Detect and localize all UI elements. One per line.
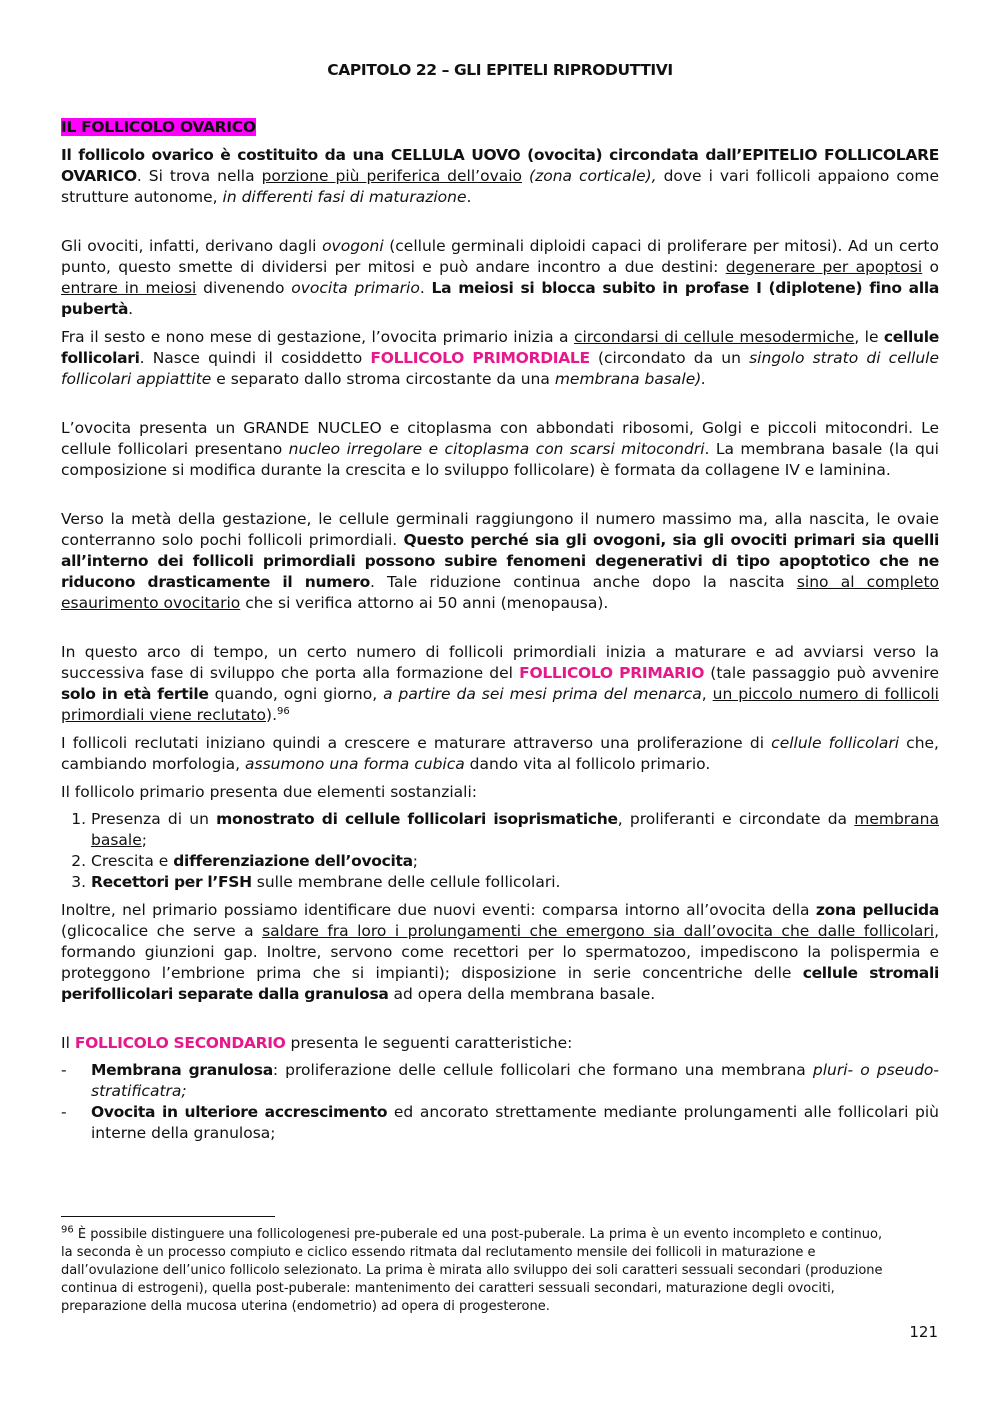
italic-text: cellule follicolari — [771, 734, 900, 752]
text: divenendo — [196, 279, 292, 297]
paragraph-1 — [61, 145, 939, 208]
footnote-reference[interactable]: 96 — [277, 705, 290, 717]
text: e separato dallo stroma circostante da una — [211, 370, 555, 388]
underlined-text: membrana basale — [91, 810, 939, 849]
bold-text: zona pellucida — [815, 901, 940, 919]
text: . La membrana basale (la qui composizione si modifica durante la crescita e lo sviluppo follicolare) è formata da collagene IV e laminina. — [61, 440, 939, 479]
text: che si verifica attorno ai 50 anni (menopausa). — [240, 594, 609, 612]
dash-list — [61, 1060, 939, 1144]
text: ed ancorato strettamente mediante prolungamenti alle follicolari più interne della granulosa; — [91, 1103, 939, 1142]
text: ). — [266, 706, 278, 724]
text: : proliferazione delle cellule follicolari che formano una membrana — [272, 1061, 813, 1079]
text: Gli ovociti, infatti, derivano dagli — [61, 237, 323, 255]
italic-text: in differenti fasi di maturazione — [222, 188, 467, 206]
footnote-text: È possibile distinguere una follicologenesi pre-puberale ed una post-puberale. La prima è un evento incompleto e continuo, la seconda è un processo compiuto e ciclico essendo ritmata dal reclutamento mensile dei follicoli in maturazione e dall’ovulazione dell’unico follicolo selezionato. La prima è mirata allo sviluppo dei soli caratteri sessuali secondari (produzione continua di estrogeni), quella post-puberale: mantenimento dei caratteri sessuali secondari, maturazione degli ovociti, preparazione della mucosa uterina (endometrio) ad opera di progesterone. — [61, 1227, 883, 1314]
footnote-separator — [61, 1216, 275, 1217]
bold-text: cellule stromali perifollicolari separate dalla granulosa — [61, 964, 939, 1003]
text: quando, ogni giorno, — [208, 685, 384, 703]
paragraph-4 — [61, 418, 939, 481]
text: Crescita e — [91, 852, 174, 870]
bold-text: Questo perché sia gli ovogoni, sia gli ovociti primari sia quelli all’interno dei follicoli primordiali possono subire fenomeni degenerativi di tipo apoptotico che ne riducono drasticamente il numero — [61, 531, 939, 591]
bold-text: La meiosi si blocca subito in profase I (diplotene) fino alla pubertà — [61, 279, 940, 318]
text: I follicoli reclutati iniziano quindi a crescere e maturare attraverso una proliferazione di — [61, 734, 772, 752]
underlined-text: un piccolo numero di follicoli primordiali viene reclutato — [61, 685, 939, 724]
text: sulle membrane delle cellule follicolari. — [251, 873, 561, 891]
underlined-text: degenerare per apoptosi — [725, 258, 923, 276]
text: Verso la metà della gestazione, le cellule germinali raggiungono il numero massimo ma, alla nascita, le ovaie conterranno solo pochi follicoli primordiali. — [61, 510, 939, 549]
text: ; — [141, 831, 147, 849]
text: . — [466, 188, 472, 206]
text: Fra il sesto e nono mese di gestazione, l’ovocita primario inizia a — [61, 328, 574, 346]
pink-term: FOLLICOLO PRIMARIO — [519, 664, 705, 682]
italic-text: membrana basale). — [554, 370, 707, 388]
footnote-marker: 96 — [61, 1224, 74, 1236]
underlined-text: saldare fra loro i prolungamenti che emergono sia dall’ovocita che dalle follicolari — [262, 922, 935, 940]
italic-text: pluri- o pseudo-stratificatra; — [91, 1061, 939, 1100]
section-heading-highlight: IL FOLLICOLO OVARICO — [61, 118, 256, 136]
list-item — [91, 872, 939, 893]
paragraph-3 — [61, 327, 939, 390]
paragraph-7 — [61, 733, 939, 775]
underlined-text: sino al completo esaurimento ovocitario — [61, 573, 939, 612]
bold-text: differenziazione dell’ovocita — [173, 852, 413, 870]
text: , le — [854, 328, 884, 346]
underlined-text: entrare in meiosi — [61, 279, 197, 297]
text: ; — [412, 852, 419, 870]
footnote — [61, 1226, 891, 1316]
italic-text: (zona corticale), — [529, 167, 657, 185]
bold-text: Recettori per l’FSH — [91, 873, 252, 891]
bold-text: monostrato di cellule follicolari isoprismatiche — [216, 810, 618, 828]
text: (glicocalice che serve a — [61, 922, 263, 940]
italic-text: singolo strato di cellule follicolari appiattite — [61, 349, 940, 388]
text — [522, 167, 529, 185]
chapter-title: CAPITOLO 22 – GLI EPITELI RIPRODUTTIVI — [327, 61, 673, 79]
pink-term: FOLLICOLO SECONDARIO — [74, 1034, 286, 1052]
text: (tale passaggio può avvenire — [704, 664, 939, 682]
italic-text: ovocita primario — [291, 279, 420, 297]
text: , formando giunzioni gap. Inoltre, servono come recettori per lo spermatozoo, impediscono la polispermia e proteggono l’embrione prima che si impianti); disposizione in serie concentriche delle — [61, 922, 939, 982]
text: dando vita al follicolo primario. — [464, 755, 711, 773]
bold-text: Ovocita in ulteriore accrescimento — [91, 1103, 388, 1121]
text: . — [128, 300, 134, 318]
underlined-text: circondarsi di cellule mesodermiche — [573, 328, 855, 346]
text: , — [701, 685, 713, 703]
text: Presenza di un — [91, 810, 217, 828]
paragraph-2 — [61, 236, 939, 320]
text: Il — [61, 1034, 75, 1052]
underlined-text: porzione più periferica dell’ovaio — [261, 167, 523, 185]
list-item — [91, 1060, 939, 1102]
page-number: 121 — [909, 1323, 938, 1341]
text: L’ovocita presenta un GRANDE NUCLEO e citoplasma con abbondati ribosomi, Golgi e piccoli mitocondri. Le cellule follicolari presentano — [61, 419, 939, 458]
bold-text: Il follicolo ovarico è costituito da una CELLULA UOVO (ovocita) circondata dall’EPITELIO FOLLICOLARE OVARICO — [61, 146, 939, 185]
italic-text: a partire da sei mesi prima del menarca — [383, 685, 702, 703]
italic-text: ovogoni — [322, 237, 384, 255]
text: . Tale riduzione continua anche dopo la nascita — [369, 573, 797, 591]
paragraph-9 — [61, 900, 939, 1005]
bold-text: solo in età fertile — [61, 685, 209, 703]
text: ad opera della membrana basale. — [388, 985, 656, 1003]
text: dove i vari follicoli appaiono come strutture autonome, — [61, 167, 940, 206]
list-item — [91, 851, 939, 872]
text: . Si trova nella — [136, 167, 262, 185]
text: . Nasce quindi il cosiddetto — [139, 349, 371, 367]
list-item — [91, 809, 939, 851]
bold-text: Membrana granulosa — [91, 1061, 273, 1079]
text: (circondato da un — [589, 349, 750, 367]
italic-text: assumono una forma cubica — [245, 755, 465, 773]
section-heading — [61, 117, 939, 138]
paragraph-6 — [61, 642, 939, 726]
text: che, cambiando morfologia, — [61, 734, 939, 773]
bold-text: cellule follicolari — [61, 328, 940, 367]
document-page — [61, 60, 939, 1144]
text: o — [922, 258, 939, 276]
paragraph-5 — [61, 509, 939, 614]
paragraph-10 — [61, 1033, 939, 1054]
text: Inoltre, nel primario possiamo identificare due nuovi eventi: comparsa intorno all’ovocita della — [61, 901, 816, 919]
list-item — [91, 1102, 939, 1144]
text: , proliferanti e circondate da — [617, 810, 855, 828]
pink-term: FOLLICOLO PRIMORDIALE — [370, 349, 590, 367]
italic-text: nucleo irregolare e citoplasma con scarsi mitocondri — [288, 440, 705, 458]
numbered-list — [61, 809, 939, 893]
text: In questo arco di tempo, un certo numero di follicoli primordiali inizia a maturare e ad avviarsi verso la successiva fase di sviluppo che porta alla formazione del — [61, 643, 939, 682]
text: . — [419, 279, 432, 297]
paragraph-8: Il follicolo primario presenta due elementi sostanziali: — [61, 783, 478, 801]
text: presenta le seguenti caratteristiche: — [285, 1034, 573, 1052]
text: (cellule germinali diploidi capaci di proliferare per mitosi). Ad un certo punto, questo smette di dividersi per mitosi e può andare incontro a due destini: — [61, 237, 939, 276]
